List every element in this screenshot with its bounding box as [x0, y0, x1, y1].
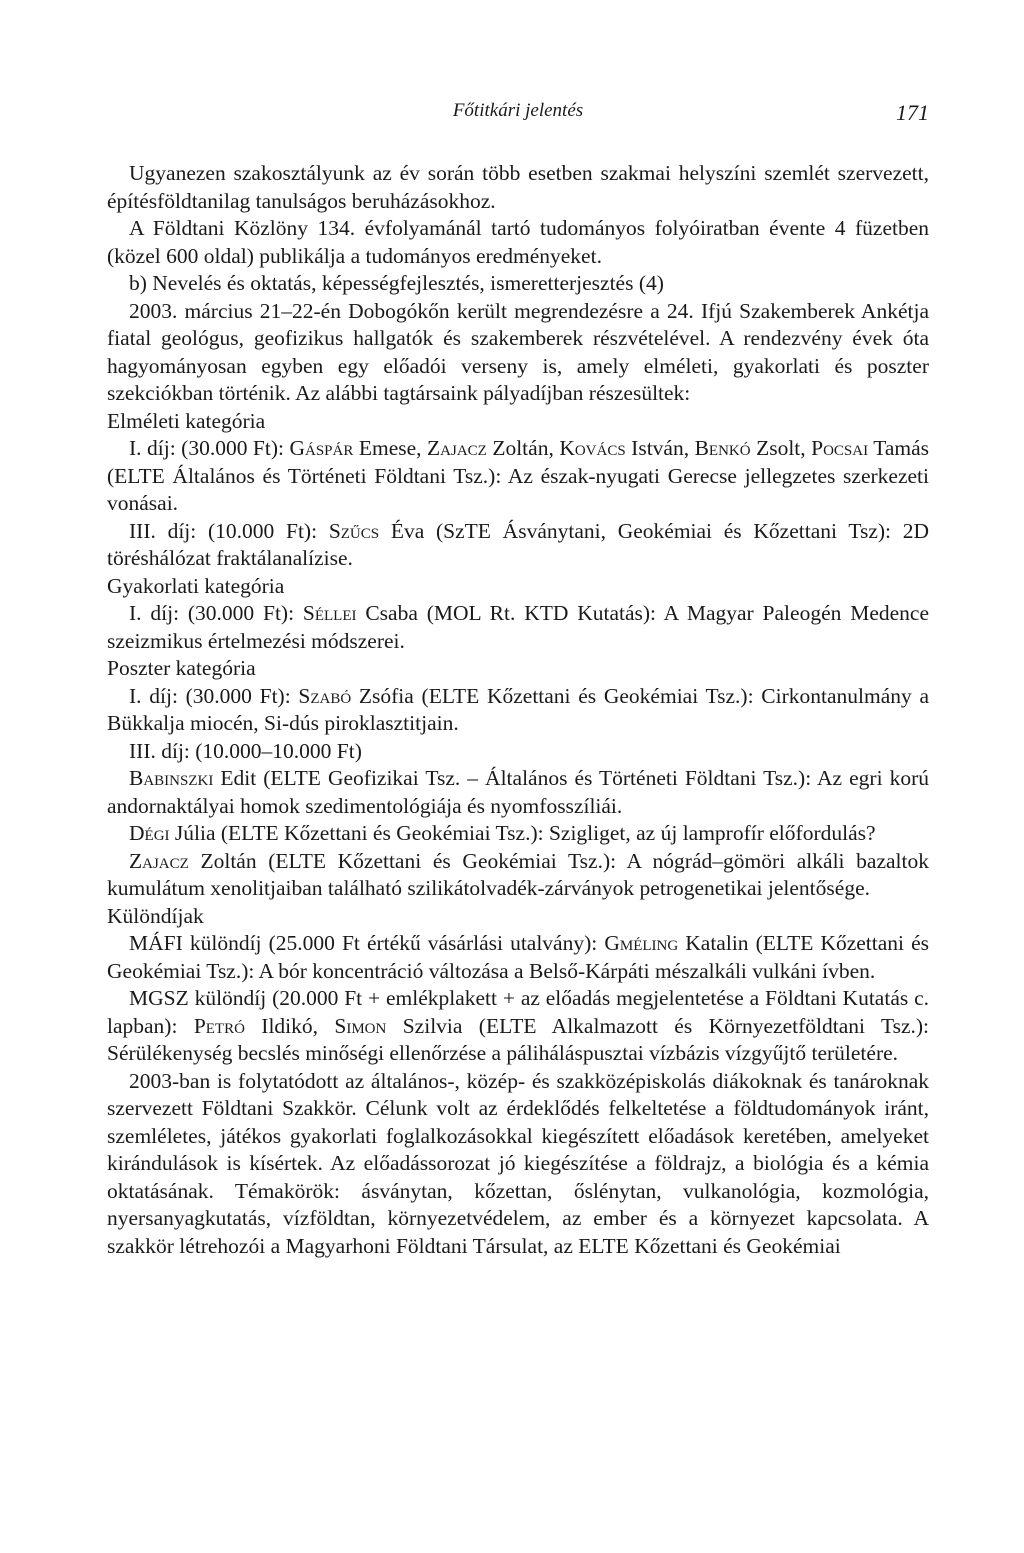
award-text: Katalin (ELTE Kőzettani és Geokémiai Tsz.): A bór koncentráció változása a Belső-Kárpáti mészalkáli vulkáni ívben.: [107, 931, 929, 983]
award-text: Tamás (ELTE Általános és Történeti Földtani Tsz.): Az észak-nyugati Gerecse jellegzetes szerkezeti vonásai.: [107, 436, 930, 515]
award-text: Zsolt,: [750, 436, 812, 460]
author-surname: Benkó: [694, 436, 751, 460]
award-entry: [107, 435, 929, 518]
award-text: Szilvia (ELTE Alkalmazott és Környezetföldtani Tsz.): Sérülékenység becslés minőségi ellenőrzése a páliháláspusztai vízbázis vízgyűjtő területére.: [107, 1013, 930, 1065]
category-heading: Elméleti kategória: [107, 408, 266, 433]
award-text: István,: [625, 436, 695, 460]
award-prefix: MGSZ különdíj (20.000 Ft + emlékplakett + az előadás megjelentetése a Földtani Kutatás c. lapban):: [107, 986, 929, 1038]
award-prefix: I. díj: (30.000 Ft):: [129, 683, 299, 708]
award-entry: [107, 848, 929, 903]
award-line: III. díj: (10.000–10.000 Ft): [129, 738, 362, 763]
main-text: [107, 160, 929, 1260]
award-entry: [107, 985, 929, 1068]
author-surname: Kovács: [559, 436, 626, 460]
award-text: Csaba (MOL Rt. KTD Kutatás): A Magyar Paleogén Medence szeizmikus értelmezési módszerei.: [107, 601, 929, 653]
award-prefix: I. díj: (30.000 Ft):: [129, 601, 303, 625]
author-surname: Pocsai: [811, 436, 869, 460]
author-surname: Gméling: [604, 931, 679, 955]
award-prefix: I. díj: (30.000 Ft):: [129, 436, 290, 460]
award-text: Zoltán,: [486, 436, 560, 460]
paragraph: 2003-ban is folytatódott az általános-, közép- és szakközépiskolás diákoknak és tanároknak szervezett Földtani Szakkör. Célunk volt az érdeklődés felkeltetése a földtudományok iránt, szemléletes, játékos gyakorlati foglalkozásokkal kiegészített előadások keretében, amelyeket kirándulások is kísértek. Az előadássorozat jó kiegészítése a földrajz, a biológia és a kémia oktatásának. Témakörök: ásványtan, kőzettan, őslénytan, vulkanológia, kozmológia, nyersanyagkutatás, vízföldtan, környezetvédelem, az ember és a környezet kapcsolata. A szakkör létrehozói a Magyarhoni Földtani Társulat, az ELTE Kőzettani és Geokémiai: [107, 1068, 929, 1258]
award-entry: [107, 683, 929, 738]
page-header: [107, 100, 929, 130]
paragraph: 2003. március 21–22-én Dobogókőn került megrendezésre a 24. Ifjú Szakemberek Ankétja fiatal geológus, geofizikus hallgatók és szakemberek részvételével. A rendezvény évek óta hagyományosan egyben egy előadói verseny is, amely elméleti, gyakorlati és poszter szekciókban történik. Az alábbi tagtársaink pályadíjban részesültek:: [107, 298, 929, 405]
award-entry: [107, 518, 929, 573]
award-text: Zsófia (ELTE Kőzettani és Geokémiai Tsz.): Cirkontanulmány a Bükkalja miocén, Si-dús piroklasztitjain.: [107, 683, 929, 735]
author-surname: Gáspár: [289, 436, 354, 460]
page-number: 171: [896, 100, 929, 125]
award-text: Júlia (ELTE Kőzettani és Geokémiai Tsz.): Szigliget, az új lamprofír előfordulás?: [169, 821, 876, 845]
award-text: Éva (SzTE Ásványtani, Geokémiai és Kőzettani Tsz): 2D töréshálózat fraktálanalízise.: [107, 518, 930, 570]
category-heading: Különdíjak: [107, 903, 204, 928]
running-title: Főtitkári jelentés: [452, 100, 584, 121]
section-heading: b) Nevelés és oktatás, képességfejlesztés, ismeretterjesztés (4): [129, 271, 664, 295]
award-entry: [107, 820, 929, 848]
author-surname: Szabó: [298, 683, 352, 708]
award-prefix: MÁFI különdíj (25.000 Ft értékű vásárlási utalvány):: [129, 931, 605, 955]
author-surname: Petró: [193, 1013, 245, 1038]
category-heading: Gyakorlati kategória: [107, 573, 285, 598]
award-text: Zoltán (ELTE Kőzettani és Geokémiai Tsz.): A nógrád–gömöri alkáli bazaltok kumulátum xenolitjaiban található szilikátolvadék-zárványok petrogenetikai jelentősége.: [107, 848, 929, 900]
paragraph: Ugyanezen szakosztályunk az év során több esetben szakmai helyszíni szemlét szervezett, építésföldtanilag tanulságos beruházásokhoz.: [107, 161, 929, 213]
category-heading: Poszter kategória: [107, 656, 256, 680]
author-surname: Simon: [334, 1013, 387, 1038]
award-prefix: III. díj: (10.000 Ft):: [129, 518, 329, 543]
award-text: Edit (ELTE Geofizikai Tsz. – Általános és Történeti Földtani Tsz.): Az egri korú andornaktályai homok szedimentológiája és nyomfosszíliái.: [107, 766, 929, 818]
author-surname: Zajacz: [129, 848, 189, 873]
award-entry: [107, 930, 929, 985]
award-entry: [107, 600, 929, 655]
author-surname: Dégi: [129, 821, 170, 845]
author-surname: Babinszki: [129, 766, 214, 790]
award-text: Ildikó,: [244, 1013, 335, 1038]
author-surname: Zajacz: [427, 436, 487, 460]
author-surname: Séllei: [302, 601, 357, 625]
award-entry: [107, 765, 929, 820]
author-surname: Szűcs: [328, 518, 380, 543]
award-text: Emese,: [353, 436, 428, 460]
paragraph: A Földtani Közlöny 134. évfolyamánál tartó tudományos folyóiratban évente 4 füzetben (közel 600 oldal) publikálja a tudományos eredményeket.: [107, 216, 929, 268]
